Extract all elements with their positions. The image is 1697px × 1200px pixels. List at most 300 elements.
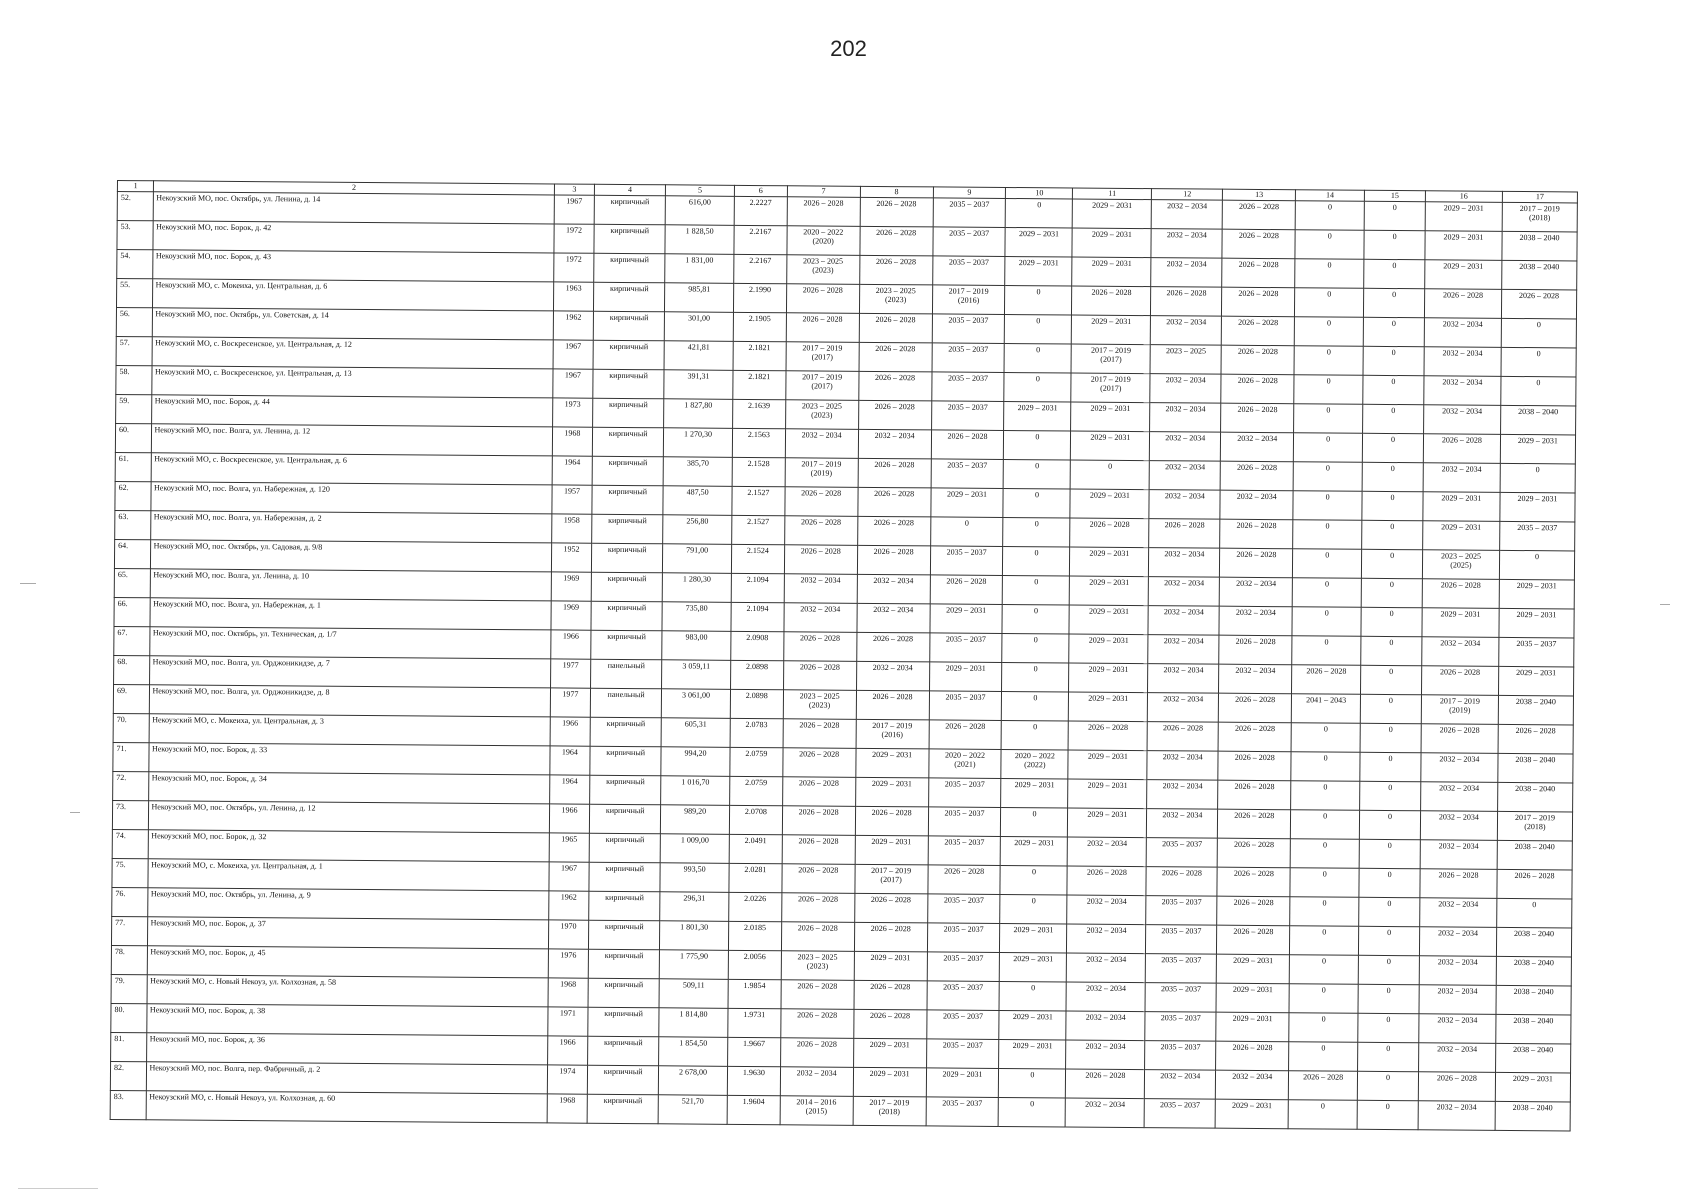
cell-area: 256,80 [663,515,732,545]
cell-term-col-13: 2026 – 2028 [1218,809,1291,839]
cell-term-col-15: 0 [1364,230,1425,259]
cell-row-number: 66. [114,597,151,626]
cell-term-col-13: 2026 – 2028 [1218,780,1291,810]
cell-term-col-12: 2032 – 2034 [1149,577,1220,607]
cell-term-col-11: 2029 – 2031 [1070,576,1149,606]
cell-year-built: 1967 [549,862,590,891]
cell-term-col-7: 2026 – 2028 [783,719,856,749]
cell-term-col-17: 2038 – 2040 [1497,782,1572,812]
cell-area: 1 828,50 [665,225,734,255]
cell-address: Некоузский МО, пос. Борок, д. 37 [148,917,548,949]
cell-priority-index: 2.0226 [729,892,782,921]
column-header-15: 15 [1364,190,1425,201]
cell-address: Некоузский МО, с. Воскресенское, ул. Центральная, д. 6 [152,453,552,485]
cell-priority-index: 2.1821 [733,341,786,370]
cell-term-col-14: 0 [1290,868,1359,898]
cell-wall-material: кирпичный [593,369,664,399]
cell-term-col-16: 2032 – 2034 [1422,637,1499,667]
cell-term-col-8: 2029 – 2031 [855,835,928,865]
cell-term-col-17: 2038 – 2040 [1496,927,1571,957]
cell-address: Некоузский МО, пос. Октябрь, ул. Ленина, д. 9 [148,888,548,920]
cell-priority-index: 2.1094 [731,602,784,631]
cell-term-col-12: 2035 – 2037 [1146,954,1217,984]
cell-term-col-14: 0 [1289,1042,1358,1072]
cell-term-col-15: 0 [1361,636,1422,665]
cell-term-col-16: 2017 – 2019 (2019) [1421,695,1498,725]
cell-term-col-13: 2029 – 2031 [1216,983,1289,1013]
cell-row-number: 69. [113,684,150,713]
cell-term-col-9: 2035 – 2037 [927,981,1000,1011]
cell-wall-material: кирпичный [590,804,661,834]
cell-term-col-10: 2029 – 2031 [999,1039,1066,1069]
column-header-4: 4 [595,184,666,196]
cell-term-col-10: 0 [1002,633,1069,663]
cell-term-col-7: 2026 – 2028 [780,1038,853,1068]
cell-term-col-15: 0 [1363,317,1424,346]
cell-term-col-12: 2026 – 2028 [1147,722,1218,752]
cell-term-col-8: 2026 – 2028 [858,458,931,488]
cell-term-col-12: 2032 – 2034 [1151,229,1222,259]
cell-wall-material: кирпичный [591,572,662,602]
cell-term-col-8: 2026 – 2028 [859,313,932,343]
table-body [110,192,1577,1131]
cell-area: 1 854,50 [659,1037,728,1067]
cell-row-number: 64. [114,539,151,568]
cell-term-col-12: 2032 – 2034 [1147,780,1218,810]
cell-year-built: 1973 [552,398,593,427]
cell-term-col-7: 2032 – 2034 [780,1067,853,1097]
cell-address: Некоузский МО, пос. Октябрь, ул. Садовая, д. 9/8 [151,540,551,572]
cell-term-col-15: 0 [1358,984,1419,1013]
cell-term-col-7: 2026 – 2028 [782,864,855,894]
cell-term-col-12: 2023 – 2025 [1150,345,1221,375]
cell-year-built: 1967 [552,369,593,398]
cell-term-col-9: 2035 – 2037 [932,227,1005,257]
cell-term-col-13: 2026 – 2028 [1221,345,1294,375]
cell-term-col-14: 0 [1294,346,1363,376]
cell-area: 421,81 [664,341,733,371]
cell-row-number: 75. [112,858,149,887]
cell-term-col-8: 2017 – 2019 (2017) [855,864,928,894]
column-header-12: 12 [1152,189,1223,201]
cell-address: Некоузский МО, пос. Борок, д. 44 [152,395,552,427]
cell-term-col-7: 2032 – 2034 [785,429,858,459]
cell-wall-material: кирпичный [594,224,665,254]
cell-term-col-17: 0 [1500,463,1575,493]
cell-term-col-15: 0 [1363,346,1424,375]
cell-year-built: 1966 [550,630,591,659]
cell-area: 3 059,11 [662,660,731,690]
cell-area: 1 280,30 [662,573,731,603]
cell-term-col-13: 2026 – 2028 [1220,519,1293,549]
cell-term-col-16: 2026 – 2028 [1422,579,1499,609]
cell-address: Некоузский МО, пос. Октябрь, ул. Ленина, д. 12 [149,801,549,833]
cell-term-col-8: 2026 – 2028 [857,487,930,517]
cell-row-number: 52. [117,192,154,221]
cell-term-col-15: 0 [1358,1042,1419,1071]
cell-term-col-8: 2029 – 2031 [855,748,928,778]
cell-term-col-11: 2029 – 2031 [1069,605,1148,635]
cell-term-col-14: 0 [1294,375,1363,405]
cell-wall-material: кирпичный [593,311,664,341]
cell-wall-material: кирпичный [592,514,663,544]
cell-priority-index: 2.0898 [730,689,783,718]
cell-row-number: 55. [116,279,153,308]
cell-term-col-17: 2029 – 2031 [1495,1072,1570,1102]
cell-priority-index: 1.9854 [728,979,781,1008]
cell-term-col-14: 0 [1294,317,1363,347]
cell-term-col-8: 2026 – 2028 [860,197,933,227]
cell-term-col-17: 2029 – 2031 [1498,666,1573,696]
column-header-7: 7 [787,186,860,198]
cell-address: Некоузский МО, пос. Борок, д. 38 [147,1004,547,1036]
column-header-3: 3 [554,184,595,195]
cell-area: 616,00 [665,196,734,226]
cell-term-col-17: 2038 – 2040 [1497,840,1572,870]
cell-term-col-12: 2032 – 2034 [1147,809,1218,839]
cell-row-number: 53. [117,221,154,250]
cell-term-col-9: 2035 – 2037 [931,401,1004,431]
cell-address: Некоузский МО, пос. Октябрь, ул. Советская, д. 14 [153,308,553,340]
cell-row-number: 62. [115,481,152,510]
column-header-11: 11 [1073,188,1152,200]
cell-term-col-8: 2029 – 2031 [853,1038,926,1068]
cell-term-col-13: 2032 – 2034 [1219,606,1292,636]
cell-row-number: 76. [112,887,149,916]
cell-row-number: 63. [115,510,152,539]
cell-term-col-10: 0 [1002,720,1069,750]
cell-year-built: 1974 [547,1065,588,1094]
cell-term-col-11: 2032 – 2034 [1067,895,1146,925]
cell-term-col-7: 2017 – 2019 (2017) [786,342,859,372]
cell-term-col-12: 2032 – 2034 [1152,200,1223,230]
cell-priority-index: 1.9630 [727,1066,780,1095]
cell-year-built: 1970 [548,920,589,949]
cell-term-col-10: 0 [1004,372,1071,402]
cell-wall-material: кирпичный [593,398,664,428]
cell-term-col-17: 2038 – 2040 [1495,1101,1570,1131]
cell-term-col-16: 2032 – 2034 [1419,1014,1496,1044]
cell-wall-material: кирпичный [592,485,663,515]
cell-term-col-12: 2032 – 2034 [1149,490,1220,520]
cell-area: 994,20 [661,747,730,777]
cell-row-number: 67. [114,626,151,655]
cell-term-col-9: 2035 – 2037 [929,633,1002,663]
cell-term-col-17: 2029 – 2031 [1499,608,1574,638]
cell-term-col-11: 2029 – 2031 [1068,750,1147,780]
cell-term-col-8: 2026 – 2028 [854,922,927,952]
cell-term-col-13: 2029 – 2031 [1216,1012,1289,1042]
cell-term-col-8: 2026 – 2028 [854,980,927,1010]
cell-term-col-10: 0 [1005,343,1072,373]
cell-term-col-7: 2026 – 2028 [783,632,856,662]
cell-term-col-16: 2032 – 2034 [1418,1101,1495,1131]
cell-year-built: 1972 [553,253,594,282]
cell-row-number: 68. [114,655,151,684]
cell-year-built: 1962 [553,311,594,340]
cell-term-col-13: 2029 – 2031 [1215,1099,1288,1129]
cell-term-col-11: 2029 – 2031 [1072,228,1151,258]
cell-term-col-9: 2035 – 2037 [932,314,1005,344]
cell-row-number: 71. [113,742,150,771]
cell-term-col-7: 2017 – 2019 (2019) [785,458,858,488]
cell-year-built: 1967 [554,195,595,224]
column-header-2: 2 [154,181,554,195]
cell-term-col-8: 2026 – 2028 [854,893,927,923]
cell-term-col-17: 2038 – 2040 [1502,260,1577,290]
cell-term-col-15: 0 [1364,259,1425,288]
cell-address: Некоузский МО, с. Новый Некоуз, ул. Колхозная, д. 60 [147,1091,547,1123]
cell-term-col-17: 2038 – 2040 [1496,1014,1571,1044]
cell-priority-index: 2.2227 [734,196,787,225]
cell-term-col-13: 2026 – 2028 [1218,722,1291,752]
cell-term-col-7: 2026 – 2028 [781,922,854,952]
cell-term-col-16: 2032 – 2034 [1419,927,1496,957]
cell-term-col-11: 2026 – 2028 [1072,286,1151,316]
cell-priority-index: 2.1527 [732,515,785,544]
cell-term-col-15: 0 [1360,723,1421,752]
cell-term-col-16: 2029 – 2031 [1423,521,1500,551]
cell-wall-material: кирпичный [594,282,665,312]
column-header-1: 1 [117,181,154,192]
cell-term-col-7: 2032 – 2034 [784,603,857,633]
cell-row-number: 54. [117,250,154,279]
cell-term-col-11: 2032 – 2034 [1067,924,1146,954]
cell-priority-index: 2.1905 [733,312,786,341]
column-header-16: 16 [1425,191,1502,203]
cell-area: 301,00 [664,312,733,342]
cell-row-number: 60. [115,423,152,452]
cell-area: 2 678,00 [658,1066,727,1096]
cell-term-col-9: 2035 – 2037 [927,923,1000,953]
cell-wall-material: кирпичный [593,427,664,457]
cell-term-col-9: 2029 – 2031 [929,662,1002,692]
cell-term-col-11: 2029 – 2031 [1068,779,1147,809]
cell-term-col-15: 0 [1357,1100,1418,1129]
cell-wall-material: кирпичный [591,630,662,660]
cell-term-col-11: 2017 – 2019 (2017) [1071,373,1150,403]
cell-term-col-17: 0 [1499,550,1574,580]
cell-term-col-17: 2035 – 2037 [1500,521,1575,551]
cell-priority-index: 2.0708 [729,805,782,834]
cell-term-col-13: 2026 – 2028 [1217,838,1290,868]
cell-term-col-13: 2026 – 2028 [1222,316,1295,346]
cell-term-col-10: 2029 – 2031 [1005,227,1072,257]
cell-term-col-17: 2038 – 2040 [1498,695,1573,725]
cell-term-col-13: 2026 – 2028 [1222,258,1295,288]
cell-term-col-12: 2032 – 2034 [1150,432,1221,462]
cell-term-col-12: 2035 – 2037 [1146,925,1217,955]
cell-term-col-13: 2026 – 2028 [1222,229,1295,259]
cell-term-col-16: 2032 – 2034 [1420,782,1497,812]
cell-term-col-15: 0 [1361,607,1422,636]
cell-term-col-9: 2017 – 2019 (2016) [932,285,1005,315]
column-header-14: 14 [1296,190,1365,202]
cell-year-built: 1964 [550,746,591,775]
cell-priority-index: 2.0759 [730,776,783,805]
cell-term-col-11: 2032 – 2034 [1067,837,1146,867]
cell-term-col-15: 0 [1362,433,1423,462]
cell-term-col-14: 0 [1290,897,1359,927]
cell-address: Некоузский МО, с. Мокеиха, ул. Центральная, д. 3 [150,714,550,746]
cell-term-col-15: 0 [1360,781,1421,810]
cell-priority-index: 2.1563 [732,428,785,457]
cell-term-col-16: 2032 – 2034 [1424,376,1501,406]
cell-term-col-15: 0 [1361,578,1422,607]
cell-wall-material: панельный [590,688,661,718]
cell-row-number: 59. [116,394,153,423]
cell-term-col-10: 2029 – 2031 [1001,836,1068,866]
cell-term-col-12: 2035 – 2037 [1144,1099,1215,1129]
cell-term-col-13: 2032 – 2034 [1219,664,1292,694]
cell-term-col-14: 0 [1291,723,1360,753]
cell-term-col-16: 2032 – 2034 [1423,405,1500,435]
cell-term-col-8: 2032 – 2034 [857,574,930,604]
cell-term-col-9: 2026 – 2028 [930,575,1003,605]
cell-term-col-17: 0 [1501,318,1576,348]
cell-priority-index: 2.0491 [729,834,782,863]
cell-priority-index: 1.9731 [728,1008,781,1037]
cell-term-col-15: 0 [1360,694,1421,723]
cell-term-col-15: 0 [1358,955,1419,984]
cell-term-col-14: 0 [1294,433,1363,463]
cell-term-col-15: 0 [1359,839,1420,868]
cell-row-number: 74. [112,829,149,858]
cell-term-col-8: 2026 – 2028 [857,545,930,575]
cell-term-col-11: 2032 – 2034 [1066,1040,1145,1070]
cell-term-col-16: 2032 – 2034 [1419,956,1496,986]
cell-term-col-9: 2026 – 2028 [929,720,1002,750]
cell-term-col-12: 2032 – 2034 [1150,374,1221,404]
cell-term-col-7: 2026 – 2028 [784,545,857,575]
cell-term-col-13: 2026 – 2028 [1220,548,1293,578]
cell-term-col-10: 0 [1003,488,1070,518]
cell-row-number: 61. [115,452,152,481]
cell-term-col-13: 2026 – 2028 [1222,200,1295,230]
cell-term-col-9: 2035 – 2037 [929,691,1002,721]
cell-priority-index: 2.1527 [732,486,785,515]
cell-term-col-14: 0 [1295,259,1364,289]
register-table-wrapper [110,180,1578,1131]
cell-term-col-17: 2038 – 2040 [1495,1043,1570,1073]
cell-term-col-10: 0 [1005,314,1072,344]
cell-term-col-9: 2035 – 2037 [926,1097,999,1127]
cell-term-col-17: 2038 – 2040 [1498,753,1573,783]
cell-term-col-14: 0 [1295,230,1364,260]
cell-term-col-8: 2026 – 2028 [856,690,929,720]
cell-wall-material: кирпичный [589,920,660,950]
cell-term-col-8: 2017 – 2019 (2018) [853,1096,926,1126]
cell-term-col-7: 2014 – 2016 (2015) [780,1096,853,1126]
cell-term-col-11: 2029 – 2031 [1071,431,1150,461]
cell-year-built: 1966 [549,804,590,833]
cell-term-col-7: 2026 – 2028 [785,487,858,517]
cell-term-col-10: 0 [1000,865,1067,895]
cell-term-col-12: 2032 – 2034 [1148,606,1219,636]
cell-term-col-17: 2035 – 2037 [1499,637,1574,667]
cell-wall-material: кирпичный [590,717,661,747]
cell-wall-material: кирпичный [592,543,663,573]
cell-term-col-10: 2029 – 2031 [1001,778,1068,808]
cell-area: 1 814,80 [659,1008,728,1038]
cell-term-col-11: 2029 – 2031 [1069,663,1148,693]
cell-term-col-9: 2029 – 2031 [926,1068,999,1098]
cell-term-col-14: 0 [1292,607,1361,637]
cell-term-col-12: 2035 – 2037 [1145,983,1216,1013]
cell-row-number: 81. [111,1032,148,1061]
cell-area: 487,50 [663,486,732,516]
cell-term-col-16: 2032 – 2034 [1423,463,1500,493]
cell-address: Некоузский МО, пос. Волга, ул. Ленина, д. 10 [151,569,551,601]
cell-term-col-16: 2032 – 2034 [1421,753,1498,783]
cell-term-col-12: 2032 – 2034 [1147,751,1218,781]
cell-year-built: 1977 [550,659,591,688]
cell-year-built: 1969 [551,572,592,601]
cell-term-col-15: 0 [1361,665,1422,694]
cell-term-col-11: 2029 – 2031 [1069,692,1148,722]
cell-term-col-14: 0 [1289,984,1358,1014]
cell-term-col-16: 2032 – 2034 [1418,1043,1495,1073]
cell-term-col-8: 2032 – 2034 [858,429,931,459]
cell-term-col-12: 2035 – 2037 [1146,838,1217,868]
cell-area: 1 009,00 [660,834,729,864]
cell-area: 993,50 [660,863,729,893]
cell-term-col-17: 2038 – 2040 [1496,956,1571,986]
cell-term-col-14: 2026 – 2028 [1292,665,1361,695]
cell-term-col-16: 2032 – 2034 [1420,840,1497,870]
cell-term-col-13: 2026 – 2028 [1221,374,1294,404]
cell-term-col-9: 2035 – 2037 [933,198,1006,228]
cell-term-col-15: 0 [1364,288,1425,317]
cell-priority-index: 2.1528 [732,457,785,486]
cell-priority-index: 2.0281 [729,863,782,892]
cell-address: Некоузский МО, с. Воскресенское, ул. Центральная, д. 13 [152,366,552,398]
cell-term-col-7: 2023 – 2025 (2023) [785,400,858,430]
cell-term-col-10: 0 [1001,807,1068,837]
cell-term-col-7: 2026 – 2028 [787,197,860,227]
column-header-13: 13 [1223,189,1296,201]
cell-term-col-15: 0 [1362,491,1423,520]
cell-term-col-13: 2026 – 2028 [1221,403,1294,433]
cell-term-col-7: 2026 – 2028 [783,748,856,778]
cell-term-col-7: 2026 – 2028 [781,893,854,923]
cell-term-col-11: 2026 – 2028 [1068,721,1147,751]
cell-priority-index: 2.0759 [730,747,783,776]
cell-wall-material: кирпичный [592,456,663,486]
cell-term-col-9: 2035 – 2037 [932,256,1005,286]
cell-term-col-11: 2026 – 2028 [1066,1069,1145,1099]
cell-year-built: 1968 [547,1094,588,1123]
cell-year-built: 1977 [550,688,591,717]
column-header-9: 9 [933,187,1006,199]
cell-term-col-10: 2029 – 2031 [1000,923,1067,953]
cell-term-col-17: 2026 – 2028 [1498,724,1573,754]
cell-term-col-10: 0 [1002,604,1069,634]
cell-area: 1 016,70 [661,776,730,806]
cell-term-col-13: 2029 – 2031 [1217,954,1290,984]
cell-address: Некоузский МО, пос. Волга, ул. Орджоникидзе, д. 8 [150,685,550,717]
cell-year-built: 1964 [552,456,593,485]
cell-term-col-9: 2035 – 2037 [926,1039,999,1069]
cell-term-col-14: 0 [1291,810,1360,840]
cell-term-col-11: 2029 – 2031 [1072,199,1151,229]
cell-term-col-11: 2026 – 2028 [1067,866,1146,896]
cell-wall-material: кирпичный [589,862,660,892]
cell-term-col-16: 2029 – 2031 [1425,260,1502,290]
cell-term-col-14: 0 [1295,288,1364,318]
cell-term-col-7: 2032 – 2034 [784,574,857,604]
cell-year-built: 1966 [547,1036,588,1065]
